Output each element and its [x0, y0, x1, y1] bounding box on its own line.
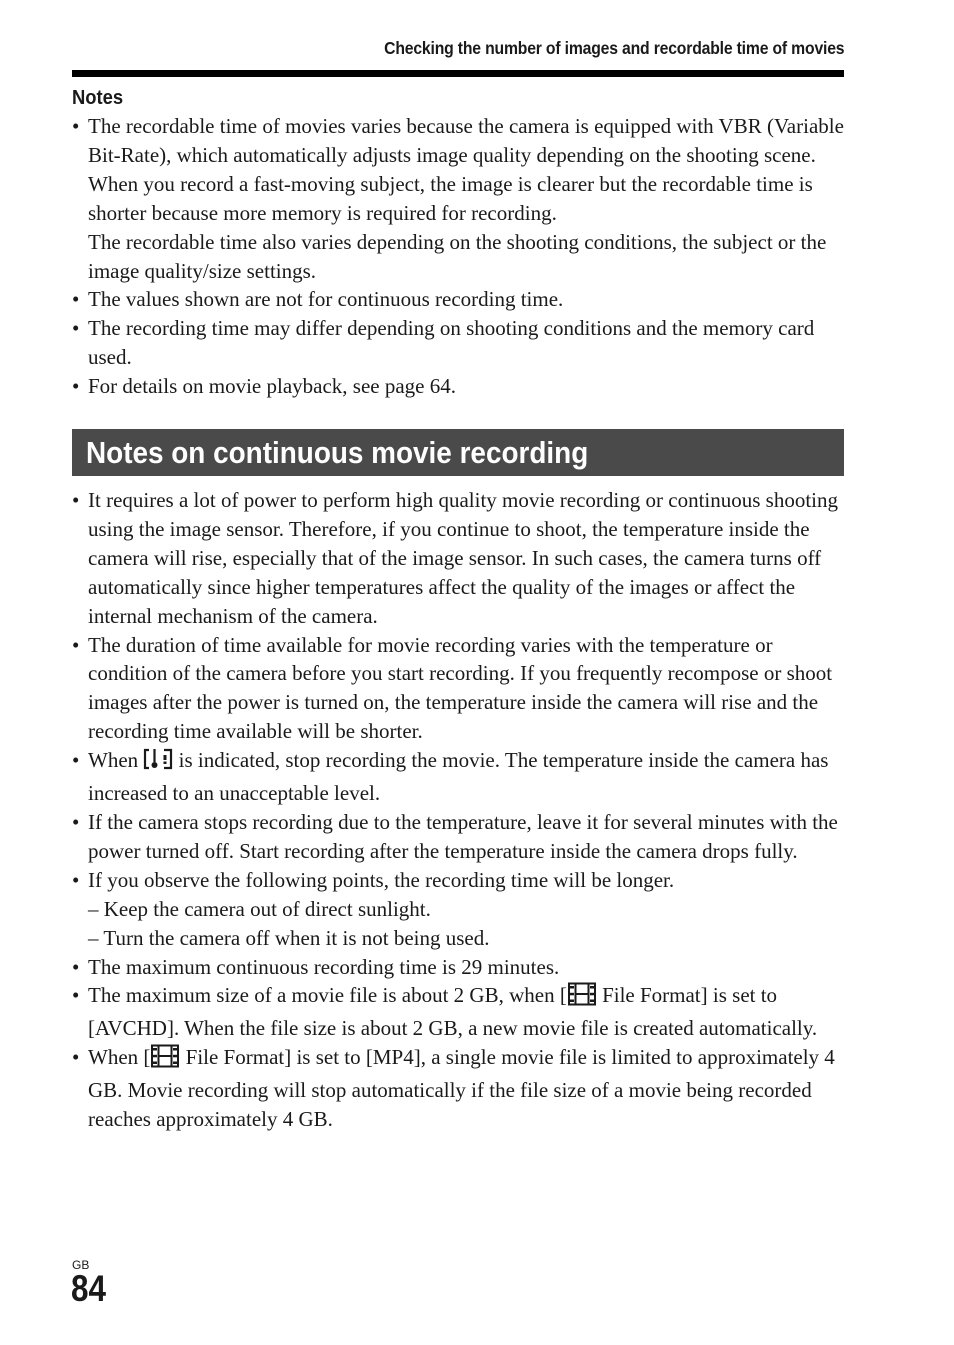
note-text: File Format] is set to [MP4], a single movie file is limited to approximately 4 GB. Movie recording will stop automatically if the file size of a movie being recorded reaches approximately 4 GB.: [88, 1045, 835, 1132]
note-text: If you observe the following points, the recording time will be longer.: [88, 867, 675, 892]
movie-film-icon: [567, 982, 597, 1014]
note-text: For details on movie playback, see page 64.: [88, 374, 456, 399]
list-item: [72, 112, 844, 285]
list-item: [72, 866, 844, 953]
note-text: is indicated, stop recording the movie. The temperature inside the camera has increased to an unacceptable level.: [88, 748, 829, 806]
list-item: [72, 372, 844, 401]
list-item: [72, 631, 844, 747]
notes-list: [72, 112, 844, 401]
note-text: The maximum size of a movie file is about 2 GB, when [: [88, 983, 567, 1008]
section-title: Notes on continuous movie recording: [86, 434, 589, 470]
note-text: File Format] is set to [AVCHD]. When the file size is about 2 GB, a new movie file is created automatically.: [88, 983, 818, 1041]
region-code: GB: [72, 1258, 90, 1272]
page-number: 84: [71, 1268, 106, 1309]
list-item: [72, 486, 844, 631]
list-item: [72, 1043, 844, 1134]
sub-item: – Keep the camera out of direct sunlight.: [88, 896, 431, 921]
notes-heading: Notes: [72, 87, 124, 109]
running-header: Checking the number of images and recordable time of movies: [383, 38, 844, 58]
note-text: The duration of time available for movie recording varies with the temperature or condition of the camera before you start recording. If you frequently recompose or shoot images after the power is turned on, the temperature inside the camera will rise and the recording time available will be shorter.: [88, 632, 833, 744]
sub-item: – Turn the camera off when it is not being used.: [88, 925, 490, 950]
list-item: [72, 746, 844, 808]
note-text: When: [88, 748, 139, 773]
header-rule: [72, 70, 844, 77]
note-text: The recordable time of movies varies because the camera is equipped with VBR (Variable Bit-Rate), which automatically adjusts image quality depending on the shooting scene. When you record a fast-moving subject, the image is clearer but the recordable time is shorter because more memory is required for recording.: [88, 114, 844, 225]
list-item: [72, 285, 844, 314]
note-text: It requires a lot of power to perform high quality movie recording or continuous shooting using the image sensor. Therefore, if you continue to shoot, the temperature inside the camera will rise, especially that of the image sensor. In such cases, the camera turns off automatically since higher temperatures affect the quality of the images or affect the internal mechanism of the camera.: [88, 488, 839, 628]
list-item: [72, 953, 844, 982]
note-text: The maximum continuous recording time is 29 minutes.: [88, 954, 560, 979]
note-text: When [: [88, 1045, 151, 1070]
note-text: The values shown are not for continuous recording time.: [88, 287, 564, 312]
list-item: [72, 808, 844, 866]
note-text: The recording time may differ depending on shooting conditions and the memory card used.: [88, 316, 815, 370]
note-text: If the camera stops recording due to the temperature, leave it for several minutes with the power turned off. Start recording after the temperature inside the camera drops fully.: [88, 809, 838, 863]
overheat-warning-icon: [143, 747, 173, 779]
list-item: [72, 981, 844, 1043]
movie-film-icon: [150, 1044, 180, 1076]
list-item: [72, 314, 844, 372]
section-heading-bar: [72, 429, 844, 476]
note-text-continued: The recordable time also varies depending on the shooting conditions, the subject or the image quality/size settings.: [88, 229, 827, 283]
continuous-recording-list: [72, 486, 844, 1134]
